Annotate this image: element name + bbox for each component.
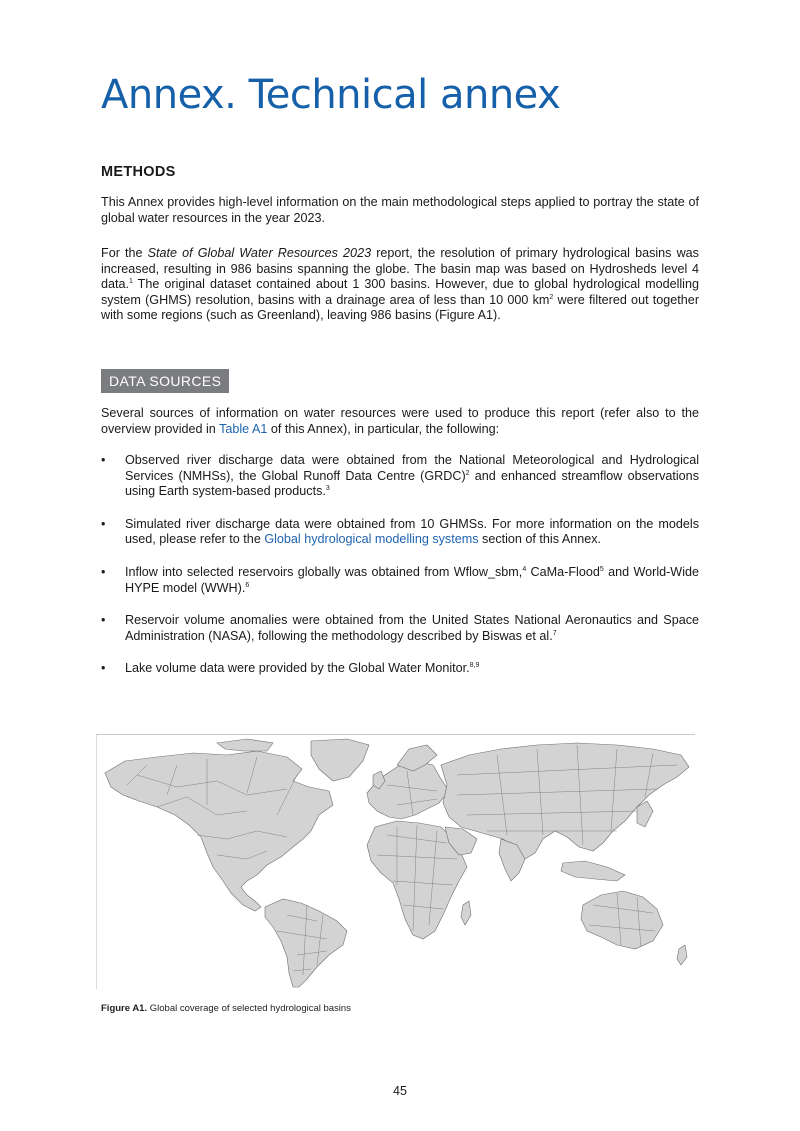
page-number: 45 (393, 1084, 407, 1098)
bullet: • (101, 516, 106, 531)
bullet: • (101, 613, 106, 628)
south-america (265, 899, 347, 987)
data-sources-list (101, 453, 699, 694)
bullet: • (101, 661, 106, 676)
footnote-ref[interactable]: 6 (245, 581, 250, 589)
greenland (311, 739, 369, 781)
page-title: Annex. Technical annex (101, 72, 561, 118)
new-zealand (677, 945, 687, 965)
australia (581, 891, 663, 949)
report-title-italic: State of Global Water Resources 2023 (147, 246, 372, 260)
madagascar (461, 901, 471, 925)
north-america (105, 751, 333, 911)
list-item: • Reservoir volume anomalies were obtained from the United States National Aeronautics and Space Administration (NASA), following the methodology described by Biswas et al.$^7$ (101, 613, 699, 643)
footnote-ref[interactable]: 3 (325, 485, 330, 493)
southeast-asia-islands (561, 861, 625, 881)
list-item: • Observed river discharge data were obtained from the National Meteorological and Hydrological Services (NMHSs), the Global Runoff Data Centre (GRDC)$^2$ and enhanced streamflow observations using Earth system-based products.$^3$ (101, 453, 699, 499)
world-basin-map (97, 735, 695, 989)
europe (367, 761, 449, 819)
footnote-ref[interactable]: 8,9 (469, 662, 480, 670)
list-item: • Simulated river discharge data were obtained from 10 GHMSs. For more information on the models used, please refer to the Global hydrological modelling systems section of this Annex. (101, 516, 699, 547)
footnote-ref[interactable]: 4 (522, 565, 527, 573)
superscript: 2 (549, 293, 554, 301)
ghms-section-link[interactable]: Global hydrological modelling systems (264, 532, 479, 547)
list-item: • Lake volume data were provided by the Global Water Monitor.$^{8,9}$ (101, 661, 480, 676)
figure-caption: Figure A1. Global coverage of selected hydrological basins (101, 1003, 351, 1014)
world-basin-map-figure (96, 734, 695, 989)
arctic-islands (217, 739, 273, 751)
data-sources-heading: DATA SOURCES (101, 369, 229, 393)
data-sources-intro: Several sources of information on water resources were used to produce this report (refer also to the overview provided in Table A1 of this Annex), in particular, the following: (101, 406, 699, 436)
methods-paragraph-2: For the State of Global Water Resources 2023 report, the resolution of primary hydrological basins was increased, resulting in 986 basins spanning the globe. The basin map was based on Hydrosheds level 4 data.$^1$ The original dataset contained about 1 300 basins. However, due to global hydrological modelling system (GHMS) resolution, basins with a drainage area of less than 10 000 $km^2$ were filtered out together with some regions (such as Greenland), leaving 986 basins (Figure A1). (101, 246, 700, 323)
footnote-ref[interactable]: 1 (129, 278, 133, 286)
methods-paragraph-1: This Annex provides high-level information on the main methodological steps applied to portray the state of global water resources in the year 2023. (101, 195, 699, 225)
caption-label: Figure A1. (101, 1003, 148, 1014)
footnote-ref[interactable]: 5 (599, 565, 604, 573)
table-a1-link[interactable]: Table A1 (219, 421, 268, 436)
footnote-ref[interactable]: 7 (552, 629, 557, 637)
bullet: • (101, 453, 106, 467)
bullet: • (101, 564, 106, 579)
methods-heading: METHODS (101, 164, 176, 180)
list-item: • Inflow into selected reservoirs globally was obtained from Wflow_sbm,$^4$ CaMa-Flood$^5$ and World-Wide HYPE model (WWH).$^6$ (101, 564, 700, 595)
footnote-ref[interactable]: 2 (465, 469, 470, 477)
